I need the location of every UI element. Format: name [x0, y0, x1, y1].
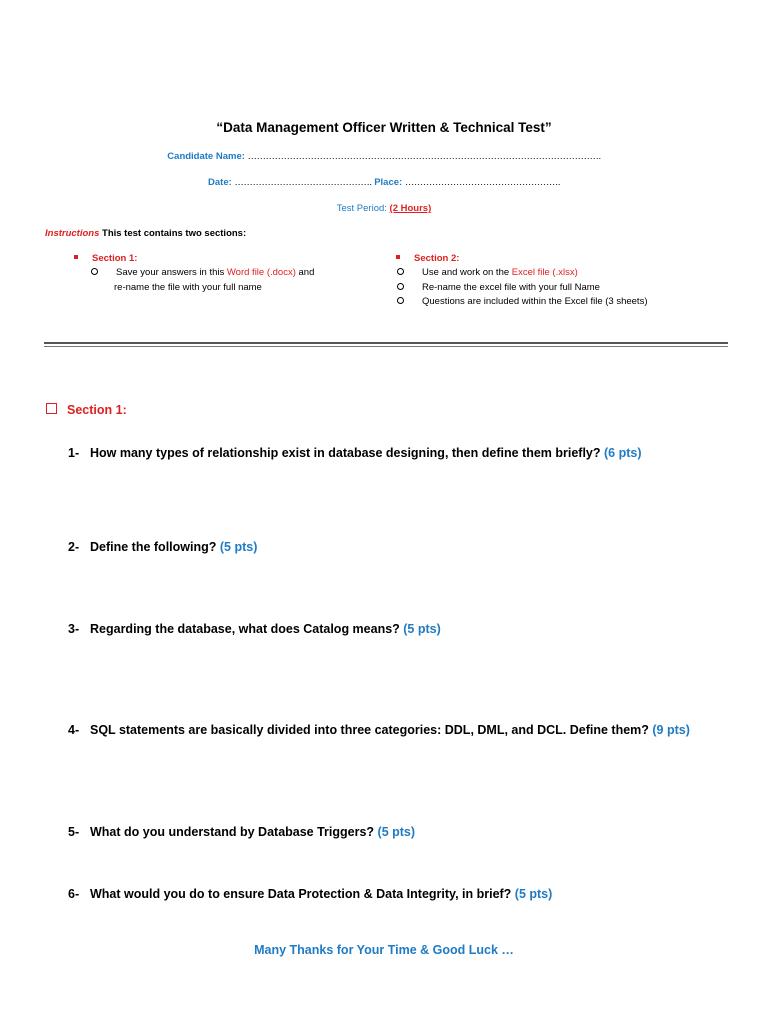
- date-place-row: [0, 177, 768, 188]
- section2-item-text: Re-name the excel file with your full Name: [422, 282, 600, 293]
- question-text: How many types of relationship exist in database designing, then define them briefly?: [90, 446, 604, 460]
- section2-info-item: [397, 296, 647, 307]
- section1-item-text-end: and: [295, 267, 315, 278]
- section2-info-item: [397, 282, 600, 293]
- question-number: 4-: [68, 723, 80, 737]
- word-file-highlight: Word file (.docx): [226, 267, 296, 278]
- question-text: SQL statements are basically divided into three categories: DDL, DML, and DCL. Define them?: [90, 723, 653, 737]
- section1-heading-text: Section 1:: [67, 403, 127, 417]
- section1-info-item: [91, 267, 314, 278]
- page-title: “Data Management Officer Written & Technical Test”: [216, 120, 552, 135]
- checkbox-icon: [46, 403, 57, 414]
- question-number: 2-: [68, 540, 80, 554]
- section1-item-text: Save your answers in this: [116, 267, 227, 278]
- test-period-row: [0, 203, 768, 214]
- question-text: What would you do to ensure Data Protection & Data Integrity, in brief?: [90, 887, 515, 901]
- circle-bullet-icon: [91, 268, 98, 275]
- test-period-value: (2 Hours): [389, 203, 432, 214]
- question-points: (5 pts): [403, 622, 441, 636]
- square-bullet-icon: [396, 255, 400, 259]
- circle-bullet-icon: [397, 268, 404, 275]
- section1-info-heading: [74, 253, 137, 264]
- question-item: [68, 887, 552, 901]
- candidate-name-label: Candidate Name:: [167, 151, 245, 162]
- section2-info-heading: [396, 253, 459, 264]
- question-points: (5 pts): [514, 887, 553, 901]
- question-item: [68, 825, 415, 839]
- question-points: (6 pts): [603, 446, 642, 460]
- section2-item-text: Use and work on the: [422, 267, 512, 278]
- section1-info-heading-text: Section 1:: [92, 253, 138, 264]
- divider: [44, 342, 728, 344]
- candidate-name-row: [0, 151, 768, 162]
- question-item: [68, 446, 641, 460]
- question-number: 1-: [68, 446, 80, 460]
- test-period-label: Test Period:: [336, 203, 387, 214]
- section1-info-item-cont: re-name the file with your full name: [114, 282, 262, 293]
- divider: [44, 346, 728, 347]
- date-label: Date:: [208, 177, 232, 188]
- question-item: [68, 723, 690, 737]
- circle-bullet-icon: [397, 297, 404, 304]
- question-number: 3-: [68, 622, 80, 636]
- section2-info-item: [397, 267, 578, 278]
- question-points: (5 pts): [377, 825, 416, 839]
- instructions-label: Instructions: [45, 228, 100, 239]
- question-text: Define the following?: [90, 540, 220, 554]
- place-label: Place:: [374, 177, 403, 188]
- instructions: [45, 228, 246, 239]
- circle-bullet-icon: [397, 283, 404, 290]
- place-blank: …………………………………………….: [404, 177, 560, 188]
- question-item: [68, 622, 441, 636]
- date-blank: ……………………………………….: [234, 177, 372, 188]
- instructions-text: This test contains two sections:: [99, 228, 247, 239]
- question-points: (5 pts): [219, 540, 258, 554]
- candidate-name-blank: ……………………………………………………………………………………………………….: [247, 151, 601, 162]
- excel-file-highlight: Excel file (.xlsx): [511, 267, 578, 278]
- section1-heading: [46, 403, 127, 417]
- question-text: What do you understand by Database Triggers?: [90, 825, 378, 839]
- question-item: [68, 540, 257, 554]
- question-text: Regarding the database, what does Catalog means?: [90, 622, 404, 636]
- square-bullet-icon: [74, 255, 78, 259]
- closing-message: Many Thanks for Your Time & Good Luck …: [254, 943, 514, 957]
- question-number: 5-: [68, 825, 80, 839]
- section2-info-heading-text: Section 2:: [414, 253, 460, 264]
- question-number: 6-: [68, 887, 80, 901]
- section2-item-text: Questions are included within the Excel file (3 sheets): [422, 296, 648, 307]
- question-points: (9 pts): [652, 723, 690, 737]
